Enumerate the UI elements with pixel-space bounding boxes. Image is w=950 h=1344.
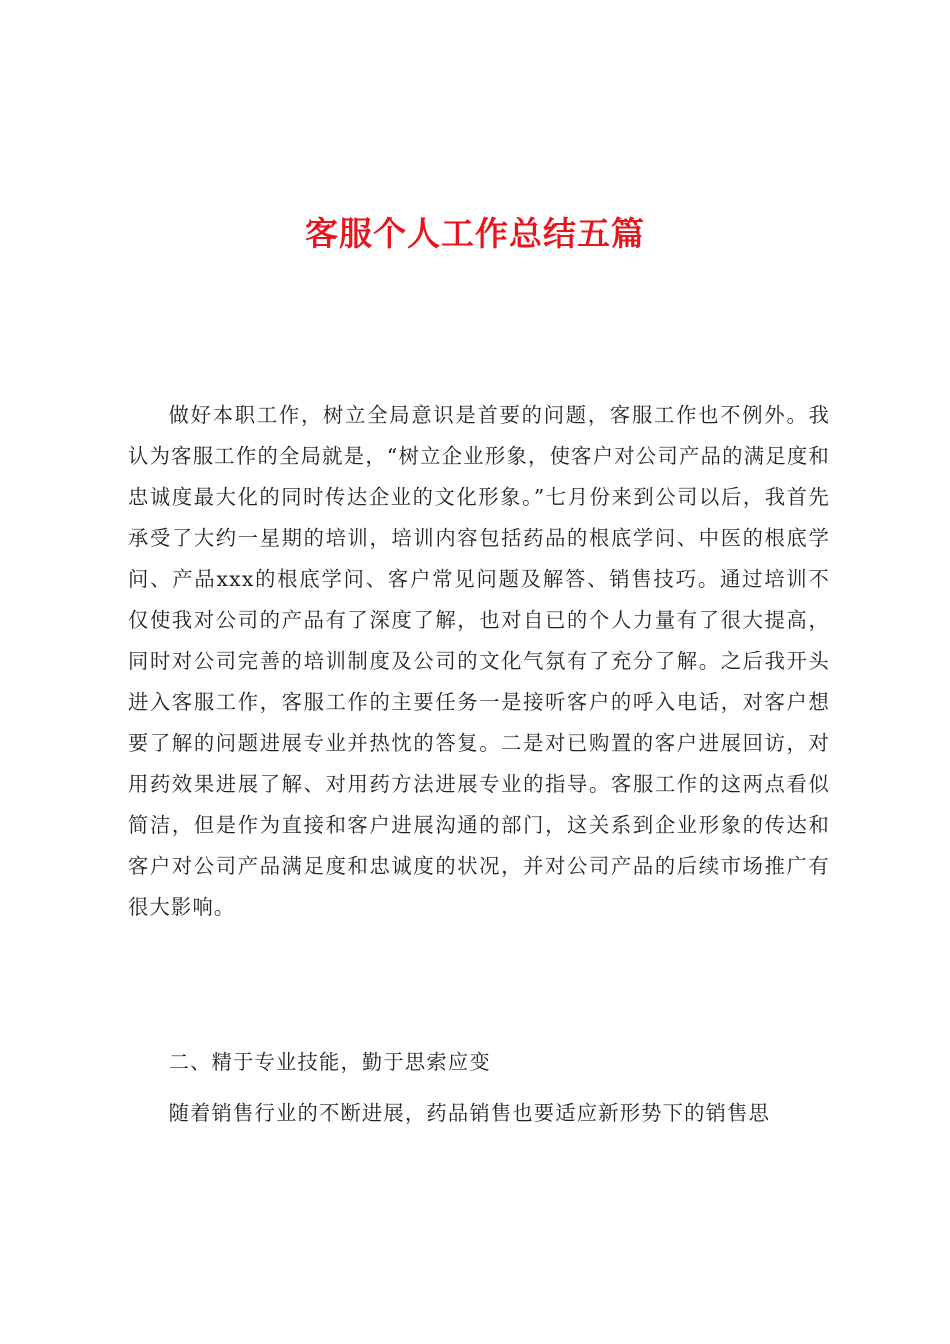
body-paragraph-1: 做好本职工作，树立全局意识是首要的问题，客服工作也不例外。我认为客服工作的全局就是，“树立企业形象，使客户对公司产品的满足度和忠诚度最大化的同时传达企业的文化形象。”七月份来到公司以后，我首先承受了大约一星期的培训，培训内容包括药品的根底学问、中医的根底学问、产品xxx的根底学问、客户常见问题及解答、销售技巧。通过培训不仅使我对公司的产品有了深度了解，也对自已的个人力量有了很大提高，同时对公司完善的培训制度及公司的文化气氛有了充分了解。之后我开头进入客服工作，客服工作的主要任务一是接听客户的呼入电话，对客户想要了解的问题进展专业并热忱的答复。二是对已购置的客户进展回访，对用药效果进展了解、对用药方法进展专业的指导。客服工作的这两点看似简洁，但是作为直接和客户进展沟通的部门，这关系到企业形象的传达和客户对公司产品满足度和忠诚度的状况，并对公司产品的后续市场推广有很大影响。 (128, 403, 830, 919)
body-paragraph-2: 随着销售行业的不断进展，药品销售也要适应新形势下的销售思 (168, 1101, 771, 1125)
section-heading: 二、精于专业技能，勤于思索应变 (168, 1050, 491, 1074)
document-title: 客服个人工作总结五篇 (305, 214, 645, 253)
